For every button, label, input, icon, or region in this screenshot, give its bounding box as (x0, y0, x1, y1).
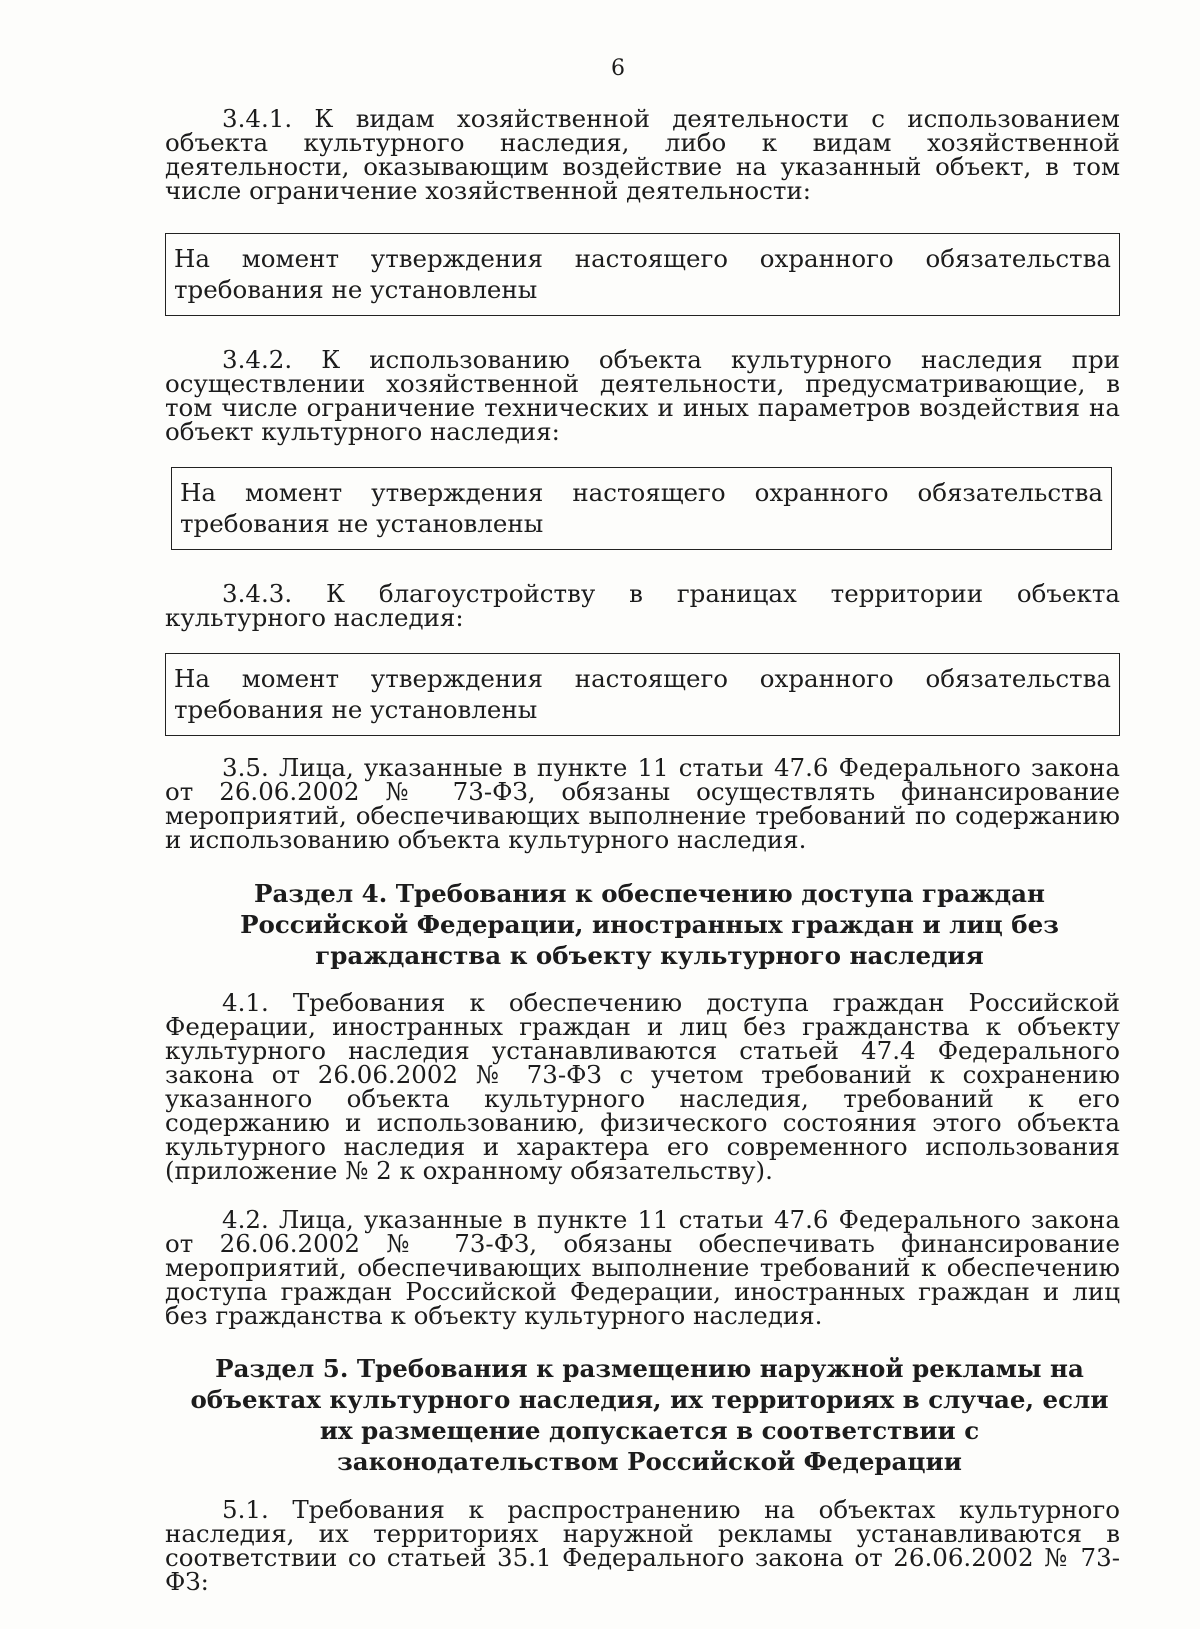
requirement-box-3-4-1: На момент утверждения настоящего охранного обязательства требования не установлены (165, 233, 1120, 316)
paragraph-3-4-3: 3.4.3. К благоустройству в границах территории объекта культурного наследия: (165, 579, 1120, 632)
paragraph-3-5: 3.5. Лица, указанные в пункте 11 статьи 47.6 Федерального закона от 26.06.2002 № 73-ФЗ, обязаны осуществлять финансирование мероприятий, обеспечивающих выполнение требований по содержанию и использованию объекта культурного наследия. (165, 753, 1120, 854)
requirement-box-3-4-3: На момент утверждения настоящего охранного обязательства требования не установлены (165, 653, 1120, 736)
requirement-box-3-4-2: На момент утверждения настоящего охранного обязательства требования не установлены (171, 467, 1112, 550)
page-number: 6 (611, 56, 625, 81)
section-5-heading: Раздел 5. Требования к размещению наружной рекламы на объектах культурного наследия, их территориях в случае, если их размещение допускается в соответствии с законодательством Российской Федерации (190, 1354, 1109, 1476)
paragraph-3-4-1: 3.4.1. К видам хозяйственной деятельности с использованием объекта культурного наследия, либо к видам хозяйственной деятельности, оказывающим воздействие на указанный объект, в том числе ограничение хозяйственной деятельности: (165, 104, 1120, 205)
section-4-heading: Раздел 4. Требования к обеспечению доступа граждан Российской Федерации, иностранных граждан и лиц без гражданства к объекту культурного наследия (240, 879, 1059, 970)
paragraph-5-1: 5.1. Требования к распространению на объектах культурного наследия, их территориях наружной рекламы устанавливаются в соответствии со статьей 35.1 Федерального закона от 26.06.2002 № 73-ФЗ: (165, 1495, 1120, 1596)
paragraph-4-1: 4.1. Требования к обеспечению доступа граждан Российской Федерации, иностранных граждан и лиц без гражданства к объекту культурного наследия устанавливаются статьей 47.4 Федерального закона от 26.06.2002 № 73-ФЗ с учетом требований к сохранению указанного объекта культурного наследия, требований к его содержанию и использованию, физического состояния этого объекта культурного наследия и характера его современного использования (приложение № 2 к охранному обязательству). (165, 988, 1120, 1185)
paragraph-3-4-2: 3.4.2. К использованию объекта культурного наследия при осуществлении хозяйственной деятельности, предусматривающие, в том числе ограничение технических и иных параметров воздействия на объект культурного наследия: (165, 345, 1120, 446)
document-body (165, 104, 1120, 1596)
paragraph-4-2: 4.2. Лица, указанные в пункте 11 статьи 47.6 Федерального закона от 26.06.2002 № 73-ФЗ, обязаны обеспечивать финансирование мероприятий, обеспечивающих выполнение требований к обеспечению доступа граждан Российской Федерации, иностранных граждан и лиц без гражданства к объекту культурного наследия. (165, 1205, 1120, 1330)
